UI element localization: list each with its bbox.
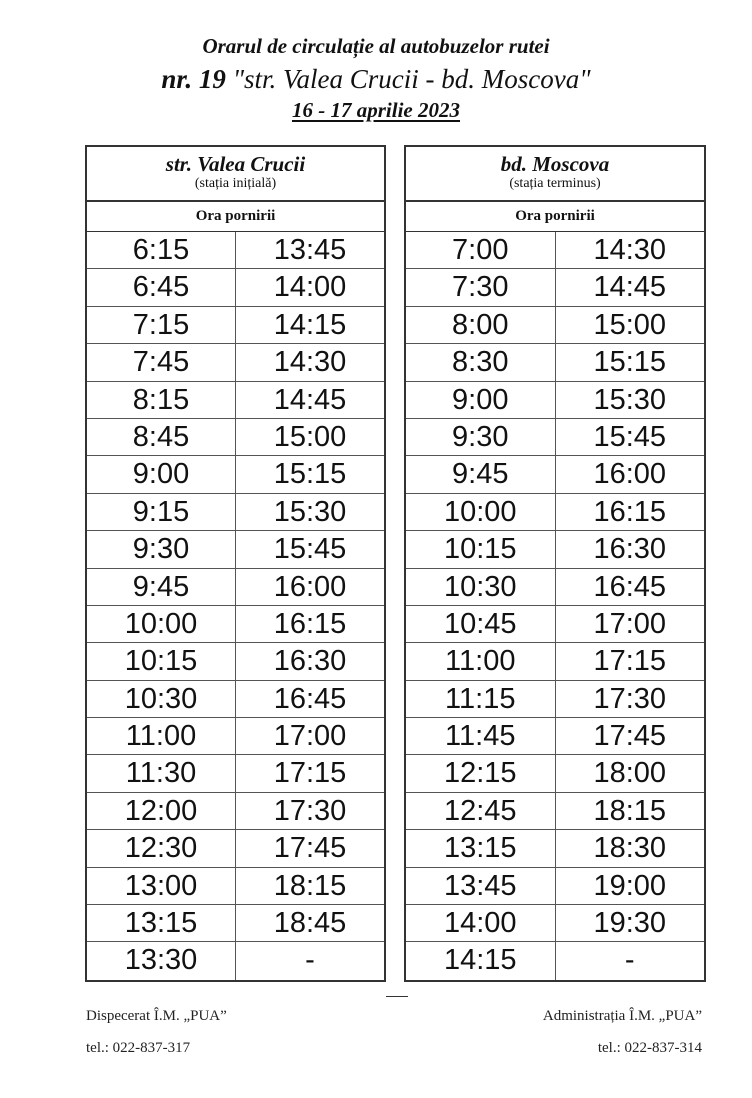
table-row xyxy=(406,269,704,306)
departure-time-cell: 12:15 xyxy=(406,755,556,791)
departure-time-cell: 6:45 xyxy=(87,269,236,305)
table-row xyxy=(406,307,704,344)
departure-time-cell: 13:15 xyxy=(87,905,236,941)
dispatcher-contact xyxy=(86,1004,227,1060)
departure-time-cell: 14:00 xyxy=(406,905,556,941)
departure-time-cell: 17:15 xyxy=(593,645,667,678)
departure-time-cell: 7:15 xyxy=(87,307,236,343)
table-row xyxy=(87,606,384,643)
departure-time-cell: 10:30 xyxy=(87,681,236,717)
departure-time-cell: 13:00 xyxy=(87,868,236,904)
dispatcher-phone: tel.: 022-837-317 xyxy=(86,1040,191,1056)
station-name: bd. Moscova xyxy=(500,152,610,176)
departure-time-cell: 17:30 xyxy=(593,682,667,715)
departure-time-cell: 13:15 xyxy=(406,830,556,866)
table-row xyxy=(87,344,384,381)
departure-time-cell: 9:45 xyxy=(406,456,556,492)
departure-time-cell: 16:45 xyxy=(273,682,347,715)
table-row xyxy=(87,456,384,493)
departure-time-cell: 9:00 xyxy=(87,456,236,492)
departure-time-cell: 16:15 xyxy=(593,495,667,528)
departure-time-cell: 8:30 xyxy=(406,344,556,380)
departure-time-cell: 14:45 xyxy=(593,271,667,304)
table-row xyxy=(406,344,704,381)
station-type: (stația terminus) xyxy=(509,176,601,191)
departure-time-cell: 9:45 xyxy=(87,569,236,605)
administration-phone: tel.: 022-837-314 xyxy=(597,1040,702,1056)
departure-time-cell: 7:30 xyxy=(406,269,556,305)
departure-time-cell: 10:15 xyxy=(406,531,556,567)
departure-time-cell: 8:15 xyxy=(87,382,236,418)
table-row xyxy=(406,905,704,942)
table-row xyxy=(87,681,384,718)
departure-time-cell: 19:00 xyxy=(593,869,667,902)
departure-time-cell: 14:45 xyxy=(273,383,347,416)
table-row xyxy=(406,494,704,531)
departure-time-cell: 16:30 xyxy=(273,645,347,678)
table-row xyxy=(87,643,384,680)
departure-time-cell: 15:00 xyxy=(273,420,347,453)
departure-time-cell: 18:00 xyxy=(593,757,667,790)
schedule-date: 16 - 17 aprilie 2023 xyxy=(292,98,460,122)
table-row xyxy=(406,419,704,456)
table-row xyxy=(87,232,384,269)
table-row xyxy=(87,868,384,905)
departure-time-cell: 16:45 xyxy=(593,570,667,603)
departure-time-cell: 13:45 xyxy=(273,234,347,266)
departure-time-cell: 9:00 xyxy=(406,382,556,418)
departure-time-cell: 11:00 xyxy=(406,643,556,679)
departure-time-cell: 14:30 xyxy=(273,346,347,379)
departure-time-cell: 14:00 xyxy=(273,271,347,304)
table-row xyxy=(406,569,704,606)
departure-time-cell: 16:00 xyxy=(593,458,667,491)
departure-time-cell: - xyxy=(305,944,315,977)
table-row xyxy=(87,307,384,344)
departure-time-cell: 12:45 xyxy=(406,793,556,829)
departure-time-cell: 14:15 xyxy=(273,308,347,341)
departure-time-cell: 19:30 xyxy=(593,907,667,940)
table-row xyxy=(87,269,384,306)
departure-time-cell: 16:15 xyxy=(273,607,347,640)
departure-time-cell: 18:15 xyxy=(273,869,347,902)
administration-contact xyxy=(543,1004,702,1060)
table-row xyxy=(87,942,384,979)
departure-time-cell: 14:30 xyxy=(593,234,667,266)
departure-time-cell: 15:00 xyxy=(593,308,667,341)
table-row xyxy=(87,755,384,792)
departure-time-cell: 7:00 xyxy=(406,232,556,268)
table-row xyxy=(87,531,384,568)
departure-time-cell: 8:45 xyxy=(87,419,236,455)
table-row xyxy=(87,718,384,755)
departure-time-cell: 7:45 xyxy=(87,344,236,380)
departure-time-cell: 13:45 xyxy=(406,868,556,904)
departure-time-cell: 17:15 xyxy=(273,757,347,790)
departure-rows xyxy=(87,232,384,980)
table-row xyxy=(406,232,704,269)
table-row xyxy=(406,755,704,792)
table-row xyxy=(406,643,704,680)
departure-rows xyxy=(406,232,704,980)
table-row xyxy=(87,793,384,830)
route-number: nr. 19 xyxy=(161,64,226,94)
departure-time-cell: 15:45 xyxy=(273,533,347,566)
departure-time-cell: 9:30 xyxy=(406,419,556,455)
departure-time-cell: 13:30 xyxy=(87,942,236,979)
table-row xyxy=(406,681,704,718)
departure-time-cell: 16:00 xyxy=(273,570,347,603)
table-row xyxy=(406,942,704,979)
table-row xyxy=(87,569,384,606)
moscova-timetable xyxy=(404,145,706,982)
table-row xyxy=(406,830,704,867)
panel-header xyxy=(87,147,384,202)
departure-time-cell: 15:15 xyxy=(273,458,347,491)
departure-time-cell: 11:00 xyxy=(87,718,236,754)
departure-time-cell: 12:30 xyxy=(87,830,236,866)
departure-time-cell: 9:15 xyxy=(87,494,236,530)
route-endpoints: "str. Valea Crucii - bd. Moscova" xyxy=(232,64,591,94)
administration-label: Administrația Î.M. „PUA” xyxy=(542,1008,702,1024)
departure-time-cell: 15:30 xyxy=(593,383,667,416)
table-row xyxy=(406,456,704,493)
departure-time-label: Ora pornirii xyxy=(87,202,384,232)
table-row xyxy=(87,382,384,419)
departure-time-cell: 10:00 xyxy=(406,494,556,530)
departure-time-cell: 18:15 xyxy=(593,794,667,827)
departure-time-cell: 9:30 xyxy=(87,531,236,567)
departure-time-cell: 18:30 xyxy=(593,832,667,865)
departure-time-cell: 11:45 xyxy=(406,718,556,754)
departure-time-cell: 17:30 xyxy=(273,794,347,827)
table-row xyxy=(406,793,704,830)
departure-time-cell: 10:00 xyxy=(87,606,236,642)
departure-time-cell: 15:15 xyxy=(593,346,667,379)
departure-time-cell: 11:30 xyxy=(87,755,236,791)
departure-time-cell: 17:00 xyxy=(593,607,667,640)
departure-time-cell: 12:00 xyxy=(87,793,236,829)
station-type: (stația inițială) xyxy=(194,176,277,191)
table-row xyxy=(406,718,704,755)
departure-time-label: Ora pornirii xyxy=(406,202,704,232)
schedule-title: Orarul de circulație al autobuzelor rutei xyxy=(202,34,550,58)
departure-time-cell: 16:30 xyxy=(593,533,667,566)
departure-time-cell: 17:45 xyxy=(273,832,347,865)
departure-time-cell: - xyxy=(624,944,635,977)
departure-time-cell: 18:45 xyxy=(273,907,347,940)
departure-time-cell: 10:45 xyxy=(406,606,556,642)
departure-time-cell: 15:45 xyxy=(593,420,667,453)
departure-time-cell: 8:00 xyxy=(406,307,556,343)
departure-time-cell: 15:30 xyxy=(273,495,347,528)
table-row xyxy=(406,868,704,905)
table-row xyxy=(406,606,704,643)
departure-time-cell: 10:30 xyxy=(406,569,556,605)
divider-line xyxy=(386,996,408,997)
departure-time-cell: 10:15 xyxy=(87,643,236,679)
valea-crucii-timetable xyxy=(85,145,386,982)
departure-time-cell: 17:00 xyxy=(273,720,347,753)
departure-time-cell: 11:15 xyxy=(406,681,556,717)
station-name: str. Valea Crucii xyxy=(165,152,306,176)
panel-header xyxy=(406,147,704,202)
departure-time-cell: 6:15 xyxy=(87,232,236,268)
route-name xyxy=(0,64,752,95)
table-row xyxy=(87,830,384,867)
table-row xyxy=(87,905,384,942)
departure-time-cell: 17:45 xyxy=(593,720,667,753)
departure-time-cell: 14:15 xyxy=(406,942,556,979)
table-row xyxy=(406,382,704,419)
table-row xyxy=(87,494,384,531)
table-row xyxy=(406,531,704,568)
table-row xyxy=(87,419,384,456)
dispatcher-label: Dispecerat Î.M. „PUA” xyxy=(86,1008,227,1024)
